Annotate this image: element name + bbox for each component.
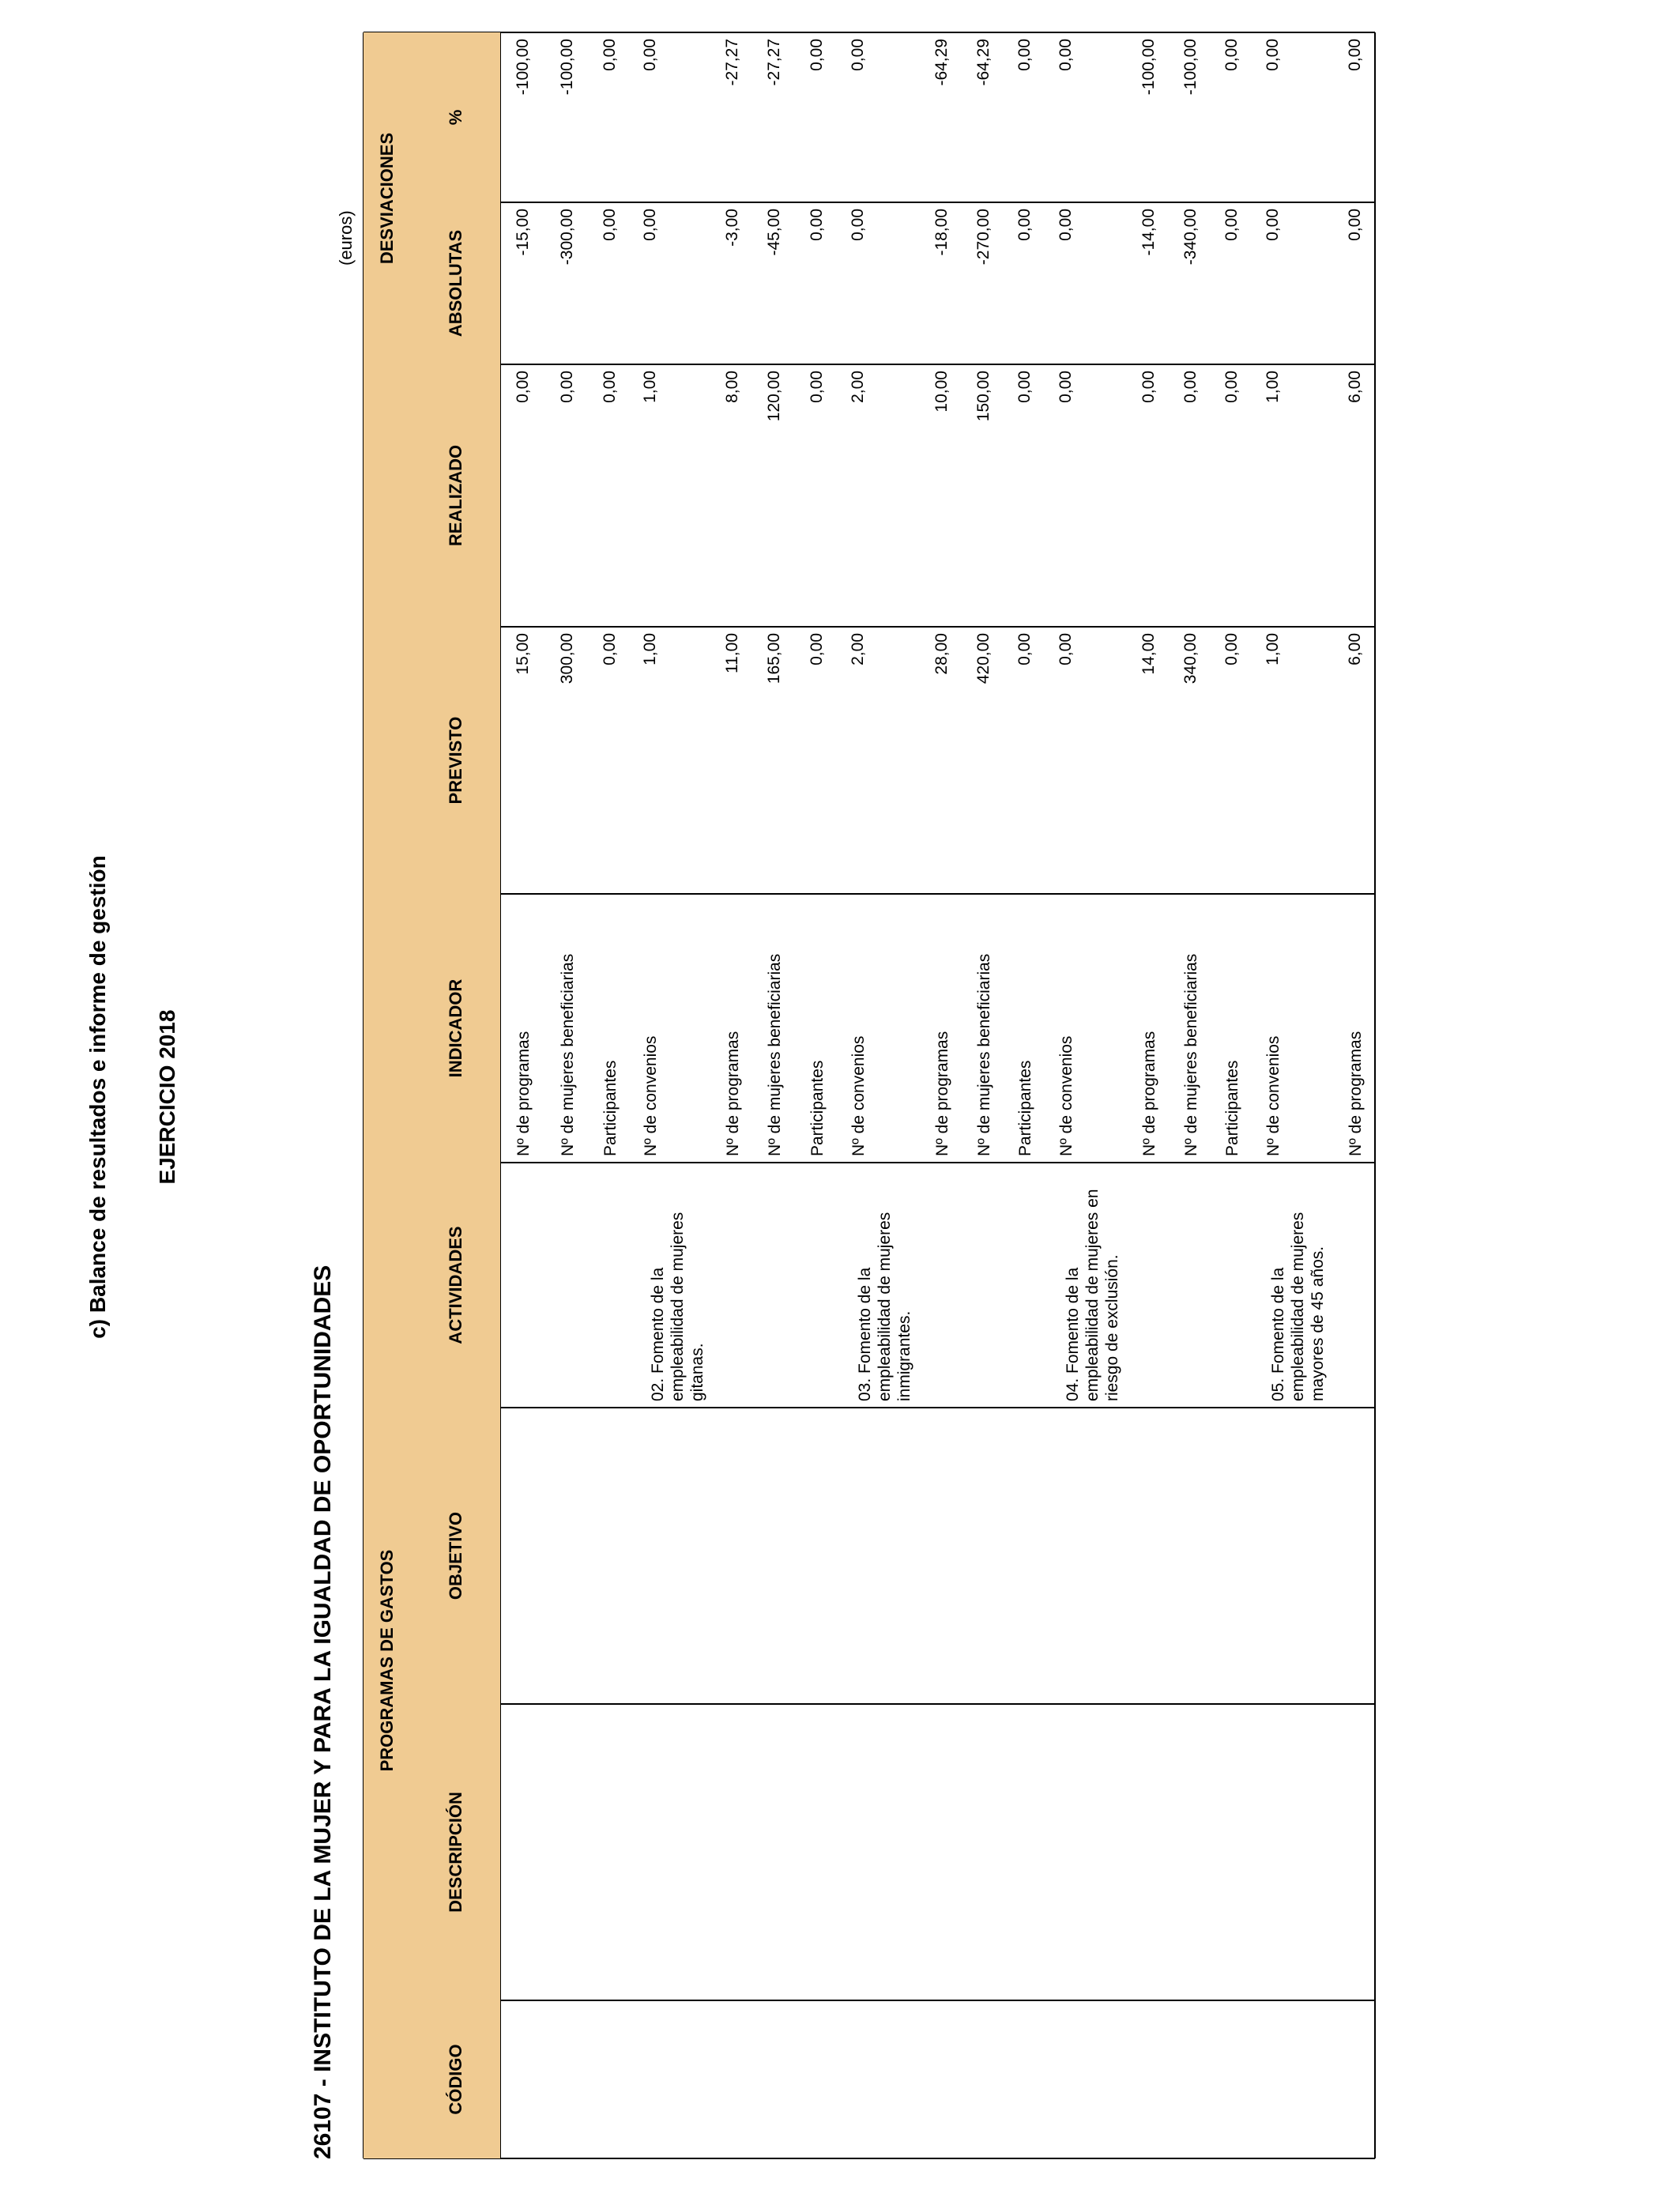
previsto-value: 340,00 xyxy=(1181,633,1200,684)
indicator-cell: Participantes xyxy=(808,1060,827,1156)
indicator-cell: Nº de programas xyxy=(514,1031,533,1156)
column-header-previsto: PREVISTO xyxy=(411,627,500,894)
realizado-value: 0,00 xyxy=(601,371,619,403)
porcentaje-value: 0,00 xyxy=(1222,39,1241,71)
exercise-year: EJERCICIO 2018 xyxy=(155,1009,179,1185)
indicator-cell: Nº de programas xyxy=(1140,1031,1158,1156)
absolutas-value: 0,00 xyxy=(808,209,826,241)
indicator-cell: Nº de mujeres beneficiarias xyxy=(559,953,577,1156)
previsto-value: 6,00 xyxy=(1346,633,1364,665)
indicator-cell: Nº de convenios xyxy=(1057,1035,1075,1156)
porcentaje-value: -27,27 xyxy=(765,39,783,86)
porcentaje-value: -64,29 xyxy=(974,39,993,86)
organization-title: 26107 - INSTITUTO DE LA MUJER Y PARA LA IGUALDAD DE OPORTUNIDADES xyxy=(310,1265,336,2159)
previsto-value: 0,00 xyxy=(1222,633,1241,665)
previsto-value: 2,00 xyxy=(849,633,867,665)
porcentaje-value: 0,00 xyxy=(641,39,659,71)
indicator-cell: Participantes xyxy=(1016,1060,1034,1156)
previsto-value: 28,00 xyxy=(932,633,951,675)
absolutas-value: -15,00 xyxy=(514,209,532,256)
previsto-value: 0,00 xyxy=(1015,633,1034,665)
absolutas-value: 0,00 xyxy=(1015,209,1034,241)
previsto-value: 0,00 xyxy=(601,633,619,665)
porcentaje-value: 0,00 xyxy=(1346,39,1364,71)
previsto-value: 0,00 xyxy=(1057,633,1075,665)
previsto-value: 1,00 xyxy=(1264,633,1282,665)
porcentaje-value: 0,00 xyxy=(1015,39,1034,71)
header-group-programas: PROGRAMAS DE GASTOS xyxy=(363,1163,411,2158)
porcentaje-value: 0,00 xyxy=(1057,39,1075,71)
column-header-objetivo: OBJETIVO xyxy=(411,1408,500,1704)
absolutas-value: -3,00 xyxy=(723,209,741,247)
absolutas-value: -270,00 xyxy=(974,209,993,266)
indicator-cell: Nº de programas xyxy=(933,1031,951,1156)
realizado-value: 0,00 xyxy=(808,371,826,403)
indicator-cell: Nº de convenios xyxy=(849,1035,868,1156)
realizado-value: 6,00 xyxy=(1346,371,1364,403)
realizado-value: 10,00 xyxy=(932,371,951,413)
activity-cell: 04. Fomento de la empleabilidad de mujeres en riesgo de exclusión. xyxy=(1064,1189,1121,1401)
absolutas-value: 0,00 xyxy=(1346,209,1364,241)
indicator-cell: Participantes xyxy=(601,1060,620,1156)
indicator-cell: Nº de convenios xyxy=(1264,1035,1283,1156)
porcentaje-value: -100,00 xyxy=(514,39,532,96)
absolutas-value: -14,00 xyxy=(1139,209,1158,256)
previsto-value: 14,00 xyxy=(1139,633,1158,675)
realizado-value: 0,00 xyxy=(1015,371,1034,403)
indicator-cell: Nº de mujeres beneficiarias xyxy=(1182,953,1200,1156)
header-group-blank xyxy=(363,364,411,1163)
realizado-value: 2,00 xyxy=(849,371,867,403)
absolutas-value: 0,00 xyxy=(1264,209,1282,241)
activity-cell: 02. Fomento de la empleabilidad de mujeres gitanas. xyxy=(649,1212,706,1401)
activity-cell: 05. Fomento de la empleabilidad de mujeres mayores de 45 años. xyxy=(1269,1212,1327,1401)
indicator-cell: Nº de programas xyxy=(724,1031,742,1156)
column-header-descripcion: DESCRIPCIÓN xyxy=(411,1704,500,2000)
realizado-value: 120,00 xyxy=(765,371,783,422)
column-header-indicador: INDICADOR xyxy=(411,894,500,1163)
previsto-value: 1,00 xyxy=(641,633,659,665)
previsto-value: 15,00 xyxy=(514,633,532,675)
absolutas-value: 0,00 xyxy=(849,209,867,241)
porcentaje-value: -64,29 xyxy=(932,39,951,86)
realizado-value: 150,00 xyxy=(974,371,993,422)
realizado-value: 0,00 xyxy=(1139,371,1158,403)
porcentaje-value: -27,27 xyxy=(723,39,741,86)
indicator-cell: Nº de convenios xyxy=(642,1035,660,1156)
absolutas-value: 0,00 xyxy=(1057,209,1075,241)
absolutas-value: 0,00 xyxy=(641,209,659,241)
column-header-realizado: REALIZADO xyxy=(411,364,500,627)
indicator-cell: Nº de mujeres beneficiarias xyxy=(975,953,993,1156)
porcentaje-value: -100,00 xyxy=(1181,39,1200,96)
porcentaje-value: 0,00 xyxy=(1264,39,1282,71)
header-group-desviaciones: DESVIACIONES xyxy=(363,32,411,364)
realizado-value: 0,00 xyxy=(1222,371,1241,403)
realizado-value: 0,00 xyxy=(1057,371,1075,403)
activity-cell: 03. Fomento de la empleabilidad de mujeres inmigrantes. xyxy=(856,1212,913,1401)
absolutas-value: -18,00 xyxy=(932,209,951,256)
indicator-cell: Participantes xyxy=(1223,1060,1241,1156)
porcentaje-value: -100,00 xyxy=(558,39,576,96)
column-header-codigo: CÓDIGO xyxy=(411,2000,500,2158)
porcentaje-value: 0,00 xyxy=(849,39,867,71)
realizado-value: 0,00 xyxy=(514,371,532,403)
previsto-value: 11,00 xyxy=(723,633,741,673)
column-header-absolutas: ABSOLUTAS xyxy=(411,202,500,364)
absolutas-value: 0,00 xyxy=(1222,209,1241,241)
realizado-value: 0,00 xyxy=(1181,371,1200,403)
column-header-porcentaje: % xyxy=(411,32,500,202)
indicator-cell: Nº de programas xyxy=(1347,1031,1365,1156)
realizado-value: 8,00 xyxy=(723,371,741,403)
absolutas-value: 0,00 xyxy=(601,209,619,241)
porcentaje-value: -100,00 xyxy=(1139,39,1158,96)
realizado-value: 1,00 xyxy=(641,371,659,403)
indicator-cell: Nº de mujeres beneficiarias xyxy=(766,953,784,1156)
absolutas-value: -45,00 xyxy=(765,209,783,256)
previsto-value: 0,00 xyxy=(808,633,826,665)
absolutas-value: -300,00 xyxy=(558,209,576,266)
previsto-value: 300,00 xyxy=(558,633,576,684)
porcentaje-value: 0,00 xyxy=(808,39,826,71)
column-header-actividades: ACTIVIDADES xyxy=(411,1163,500,1408)
porcentaje-value: 0,00 xyxy=(601,39,619,71)
report-title: c) Balance de resultados e informe de gestión xyxy=(85,855,110,1339)
units-note: (euros) xyxy=(336,210,356,266)
previsto-value: 420,00 xyxy=(974,633,993,684)
previsto-value: 165,00 xyxy=(765,633,783,684)
realizado-value: 1,00 xyxy=(1264,371,1282,403)
absolutas-value: -340,00 xyxy=(1181,209,1200,266)
realizado-value: 0,00 xyxy=(558,371,576,403)
